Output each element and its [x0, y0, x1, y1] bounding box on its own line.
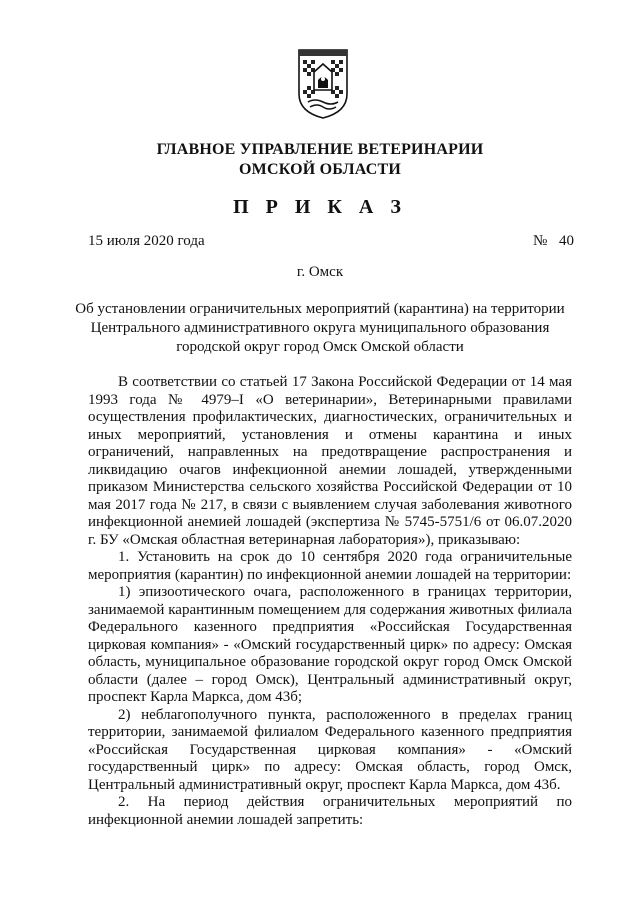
- document-title: П Р И К А З: [233, 196, 407, 218]
- document-body: [88, 374, 572, 829]
- intro-paragraph: В соответствии со статьей 17 Закона Российской Федерации от 14 мая 1993 года № 4979–I «О ветеринарии», Ветеринарными правилами осуществления профилактических, диагностических, ограничительных и иных мероприятий, установления и отмены карантина и иных ограничений, направленных на предотвращение распространения и ликвидацию очагов инфекционной анемии лошадей, утвержденными приказом Министерства сельского хозяйства Российской Федерации от 10 мая 2017 года № 217, в связи с выявлением случая заболевания животного инфекционной анемией лошадей (экспертиза № 5745-5751/6 от 06.07.2020 г. БУ «Омская областная ветеринарная лаборатория»), приказываю:: [88, 374, 572, 548]
- document-city: г. Омск: [296, 264, 344, 280]
- item-1-2-paragraph: 2) неблагополучного пункта, расположенного в пределах границ территории, занимаемой филиалом Федерального казенного предприятия «Российская Государственная цирковая компания» - «Омский государственный цирк» по адресу: Омская область, город Омск, Центральный административный округ, проспект Карла Маркса, дом 43б.: [88, 706, 572, 793]
- document-subject: Об установлении ограничительных мероприятий (карантина) на территории Центрального административного округа муниципального образования городской округ город Омск Омской области: [75, 301, 565, 355]
- item-1-paragraph: 1. Установить на срок до 10 сентября 2020 года ограничительные мероприятия (карантин) по инфекционной анемии лошадей на территории:: [88, 549, 572, 583]
- organization-name-line2: ОМСКОЙ ОБЛАСТИ: [239, 161, 401, 178]
- item-1-1-paragraph: 1) эпизоотического очага, расположенного в границах территории, занимаемой карантинным помещением для содержания животных филиала Федерального казенного предприятия «Российская Государственная цирковая компания» - «Омский государственный цирк» по адресу: Омская область, муниципальное образование городской округ город Омск Омской области (далее – город Омск), Центральный административный округ, проспект Карла Маркса, дом 43б;: [88, 584, 572, 705]
- document-date: 15 июля 2020 года: [88, 233, 205, 249]
- item-2-paragraph: 2. На период действия ограничительных мероприятий по инфекционной анемии лошадей запретить:: [88, 794, 572, 828]
- organization-name-line1: ГЛАВНОЕ УПРАВЛЕНИЕ ВЕТЕРИНАРИИ: [156, 141, 484, 158]
- document-number: № 40: [532, 233, 574, 249]
- coat-of-arms-icon: [296, 46, 350, 120]
